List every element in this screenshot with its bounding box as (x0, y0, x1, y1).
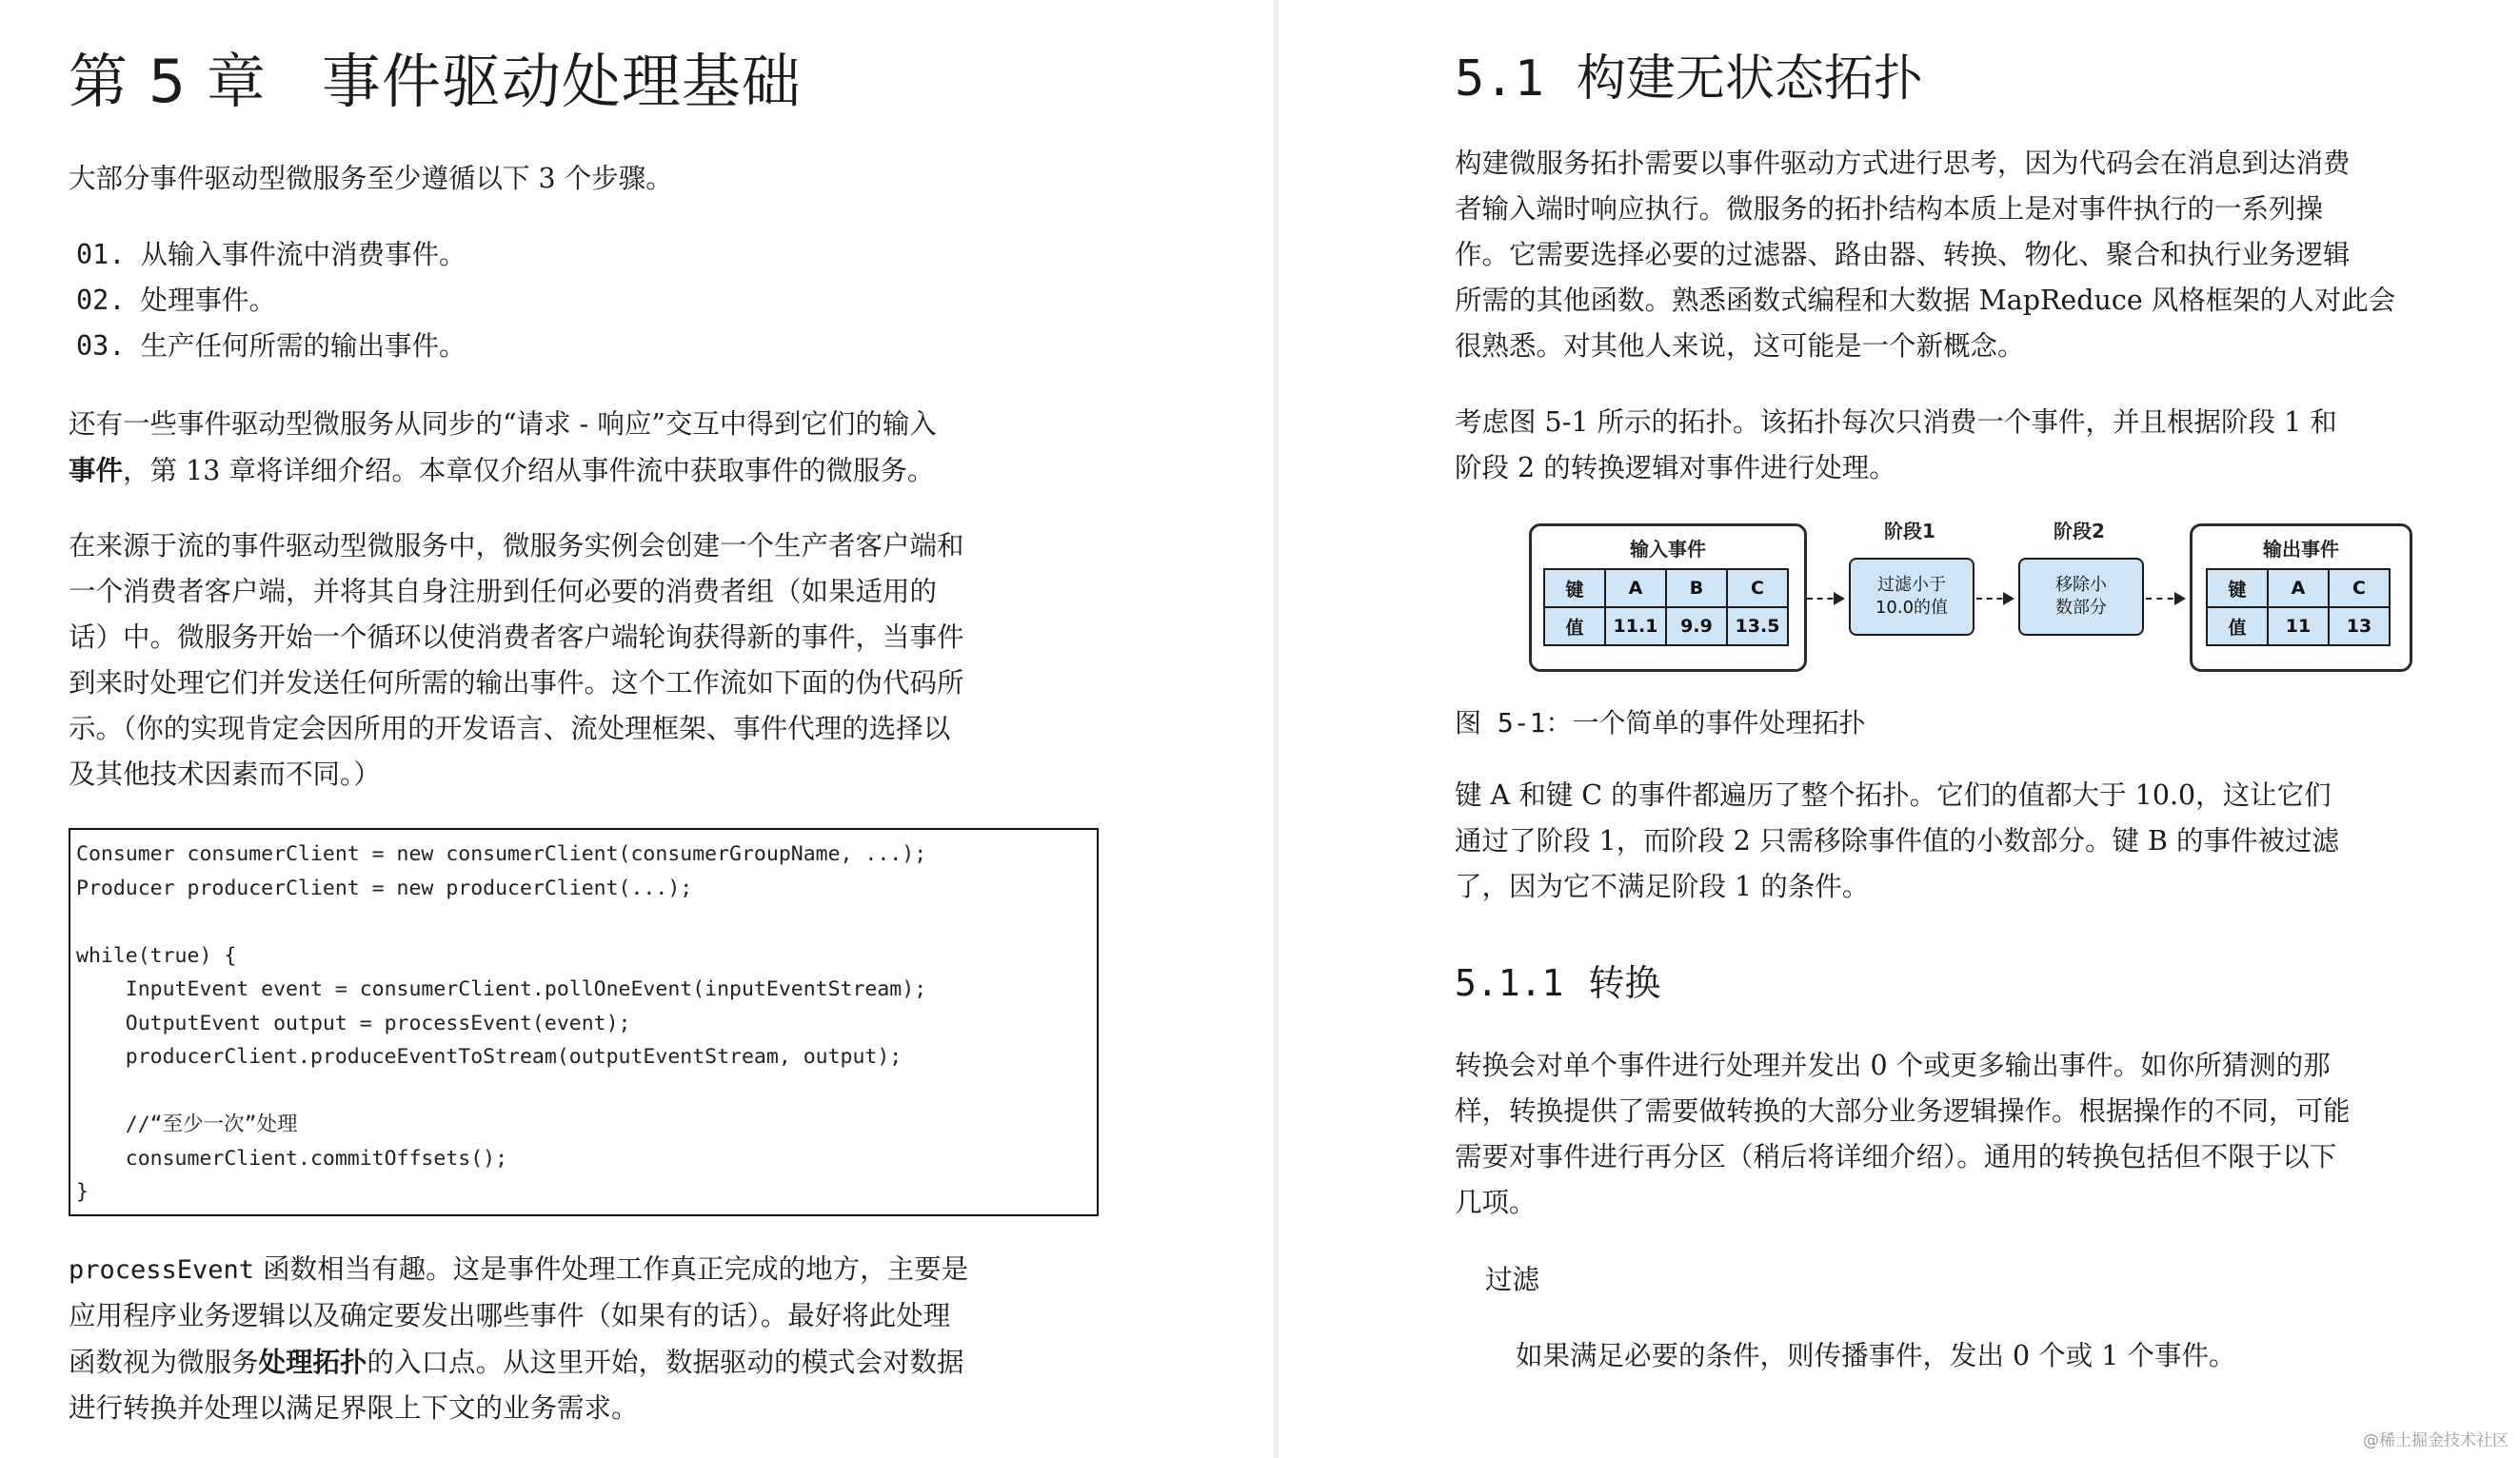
input-events-title: 输入事件 (1630, 538, 1706, 561)
table-cell: C (2329, 569, 2390, 607)
table-cell: 11.1 (1605, 607, 1666, 645)
table-cell: 13 (2329, 607, 2390, 645)
stage1-filter-box: 过滤小于 10.0的值 (1849, 558, 1974, 636)
table-cell: B (1666, 569, 1727, 607)
paragraph-figure-explain: 键 A 和键 C 的事件都遍历了整个拓扑。它们的值都大于 10.0，这让它们 通过了阶段 1，而阶段 2 只需移除事件值的小数部分。键 B 的事件被过滤 了，因为它不满足阶段 1 的条件。 (1455, 779, 2340, 902)
code-line: while(true) { (76, 943, 237, 968)
code-line: consumerClient.commitOffsets(); (76, 1146, 508, 1171)
code-line: OutputEvent output = processEvent(event); (76, 1011, 631, 1035)
table-cell: 11 (2268, 607, 2329, 645)
output-events-table (2206, 568, 2391, 646)
section-title-text: 构建无状态拓扑 (1576, 50, 1923, 108)
figure-5-1-topology (1529, 516, 2414, 678)
code-line: InputEvent event = consumerClient.pollOneEvent(inputEventStream); (76, 977, 927, 1001)
subsection-title (1455, 954, 1660, 1006)
right-page (1455, 0, 2483, 1458)
chapter-number: 第 5 章 (69, 47, 267, 116)
stage2-truncate-box: 移除小 数部分 (2018, 558, 2144, 636)
output-events-panel (2190, 523, 2412, 672)
paragraph-process-event: processEvent 函数相当有趣。这是事件处理工作真正完成的地方，主要是 应用程序业务逻辑以及确定要发出哪些事件（如果有的话）。最好将此处理 函数视为微服务处理拓扑的入口点。从这里开始，数据驱动的模式会对数据 进行转换并处理以满足界限上下文的业务需求。 (69, 1253, 969, 1424)
table-cell: 值 (2207, 607, 2268, 645)
subsection-number: 5.1.1 (1455, 962, 1564, 1004)
table-cell: 键 (2207, 569, 2268, 607)
chapter-title (69, 34, 802, 119)
inline-code: processEvent (69, 1255, 255, 1285)
code-line (76, 1074, 1091, 1109)
intro-paragraph: 大部分事件驱动型微服务至少遵循以下 3 个步骤。 (69, 163, 673, 194)
flow-arrow (1807, 598, 1843, 600)
code-line: } (76, 1180, 89, 1204)
table-cell: A (1605, 569, 1666, 607)
pseudocode-block (69, 828, 1099, 1216)
table-cell: C (1727, 569, 1788, 607)
table-cell: 值 (1544, 607, 1605, 645)
table-cell: A (2268, 569, 2329, 607)
code-line: //“至少一次”处理 (76, 1113, 298, 1136)
paragraph-sync-input: 还有一些事件驱动型微服务从同步的“请求 - 响应”交互中得到它们的输入 事件，第 13 章将详细介绍。本章仅介绍从事件流中获取事件的微服务。 (69, 408, 937, 486)
page-spread-divider (1274, 0, 1279, 1458)
stage2-label: 阶段2 (2054, 520, 2105, 542)
term-filter: 过滤 (1485, 1264, 1540, 1295)
left-page (69, 0, 1116, 1458)
code-line: producerClient.produceEventToStream(outputEventStream, output); (76, 1045, 903, 1069)
steps-list (76, 232, 466, 369)
code-line: Consumer consumerClient = new consumerClient(consumerGroupName, ...); (76, 842, 927, 866)
code-line (76, 905, 1091, 939)
term-filter-description: 如果满足必要的条件，则传播事件，发出 0 个或 1 个事件。 (1516, 1340, 2236, 1371)
section-number: 5.1 (1455, 50, 1544, 108)
figure-caption: 图 5-1：一个简单的事件处理拓扑 (1455, 707, 1866, 739)
output-events-title: 输出事件 (2263, 538, 2339, 561)
flow-arrow (2146, 598, 2184, 600)
table-cell: 13.5 (1727, 607, 1788, 645)
list-item: 02. 处理事件。 (76, 285, 276, 316)
stage1-label: 阶段1 (1884, 520, 1935, 542)
watermark: @稀土掘金技术社区 (2363, 1431, 2509, 1450)
section-title (1455, 38, 1923, 109)
paragraph-topology-intro: 构建微服务拓扑需要以事件驱动方式进行思考，因为代码会在消息到达消费 者输入端时响应执行。微服务的拓扑结构本质上是对事件执行的一系列操 作。它需要选择必要的过滤器、路由器、转换、物化、聚合和执行业务逻辑 所需的其他函数。熟悉函数式编程和大数据 MapReduce 风格框架的人对此会 很熟悉。对其他人来说，这可能是一个新概念。 (1455, 148, 2396, 362)
table-cell: 键 (1544, 569, 1605, 607)
subsection-title-text: 转换 (1588, 962, 1661, 1004)
input-events-panel (1529, 523, 1807, 672)
list-item: 03. 生产任何所需的输出事件。 (76, 330, 466, 362)
table-cell: 9.9 (1666, 607, 1727, 645)
paragraph-stream-workflow: 在来源于流的事件驱动型微服务中，微服务实例会创建一个生产者客户端和 一个消费者客户端，并将其自身注册到任何必要的消费者组（如果适用的 话）中。微服务开始一个循环以使消费者客户端轮询获得新的事件，当事件 到来时处理它们并发送任何所需的输出事件。这个工作流如下面的伪代码所 示。（你的实现肯定会因所用的开发语言、流处理框架、事件代理的选择以 及其他技术因素而不同。） (69, 530, 964, 790)
code-line: Producer producerClient = new producerClient(...); (76, 876, 693, 900)
paragraph-transform: 转换会对单个事件进行处理并发出 0 个或更多输出事件。如你所猜测的那 样，转换提供了需要做转换的大部分业务逻辑操作。根据操作的不同，可能 需要对事件进行再分区（稍后将详细介绍）。通用的转换包括但不限于以下 几项。 (1455, 1050, 2351, 1218)
paragraph-figure-ref: 考虑图 5-1 所示的拓扑。该拓扑每次只消费一个事件，并且根据阶段 1 和 阶段 2 的转换逻辑对事件进行处理。 (1455, 406, 2337, 483)
chapter-title-text: 事件驱动处理基础 (321, 47, 802, 116)
input-events-table (1543, 568, 1789, 646)
flow-arrow (1976, 598, 2013, 600)
list-item: 01. 从输入事件流中消费事件。 (76, 239, 466, 270)
